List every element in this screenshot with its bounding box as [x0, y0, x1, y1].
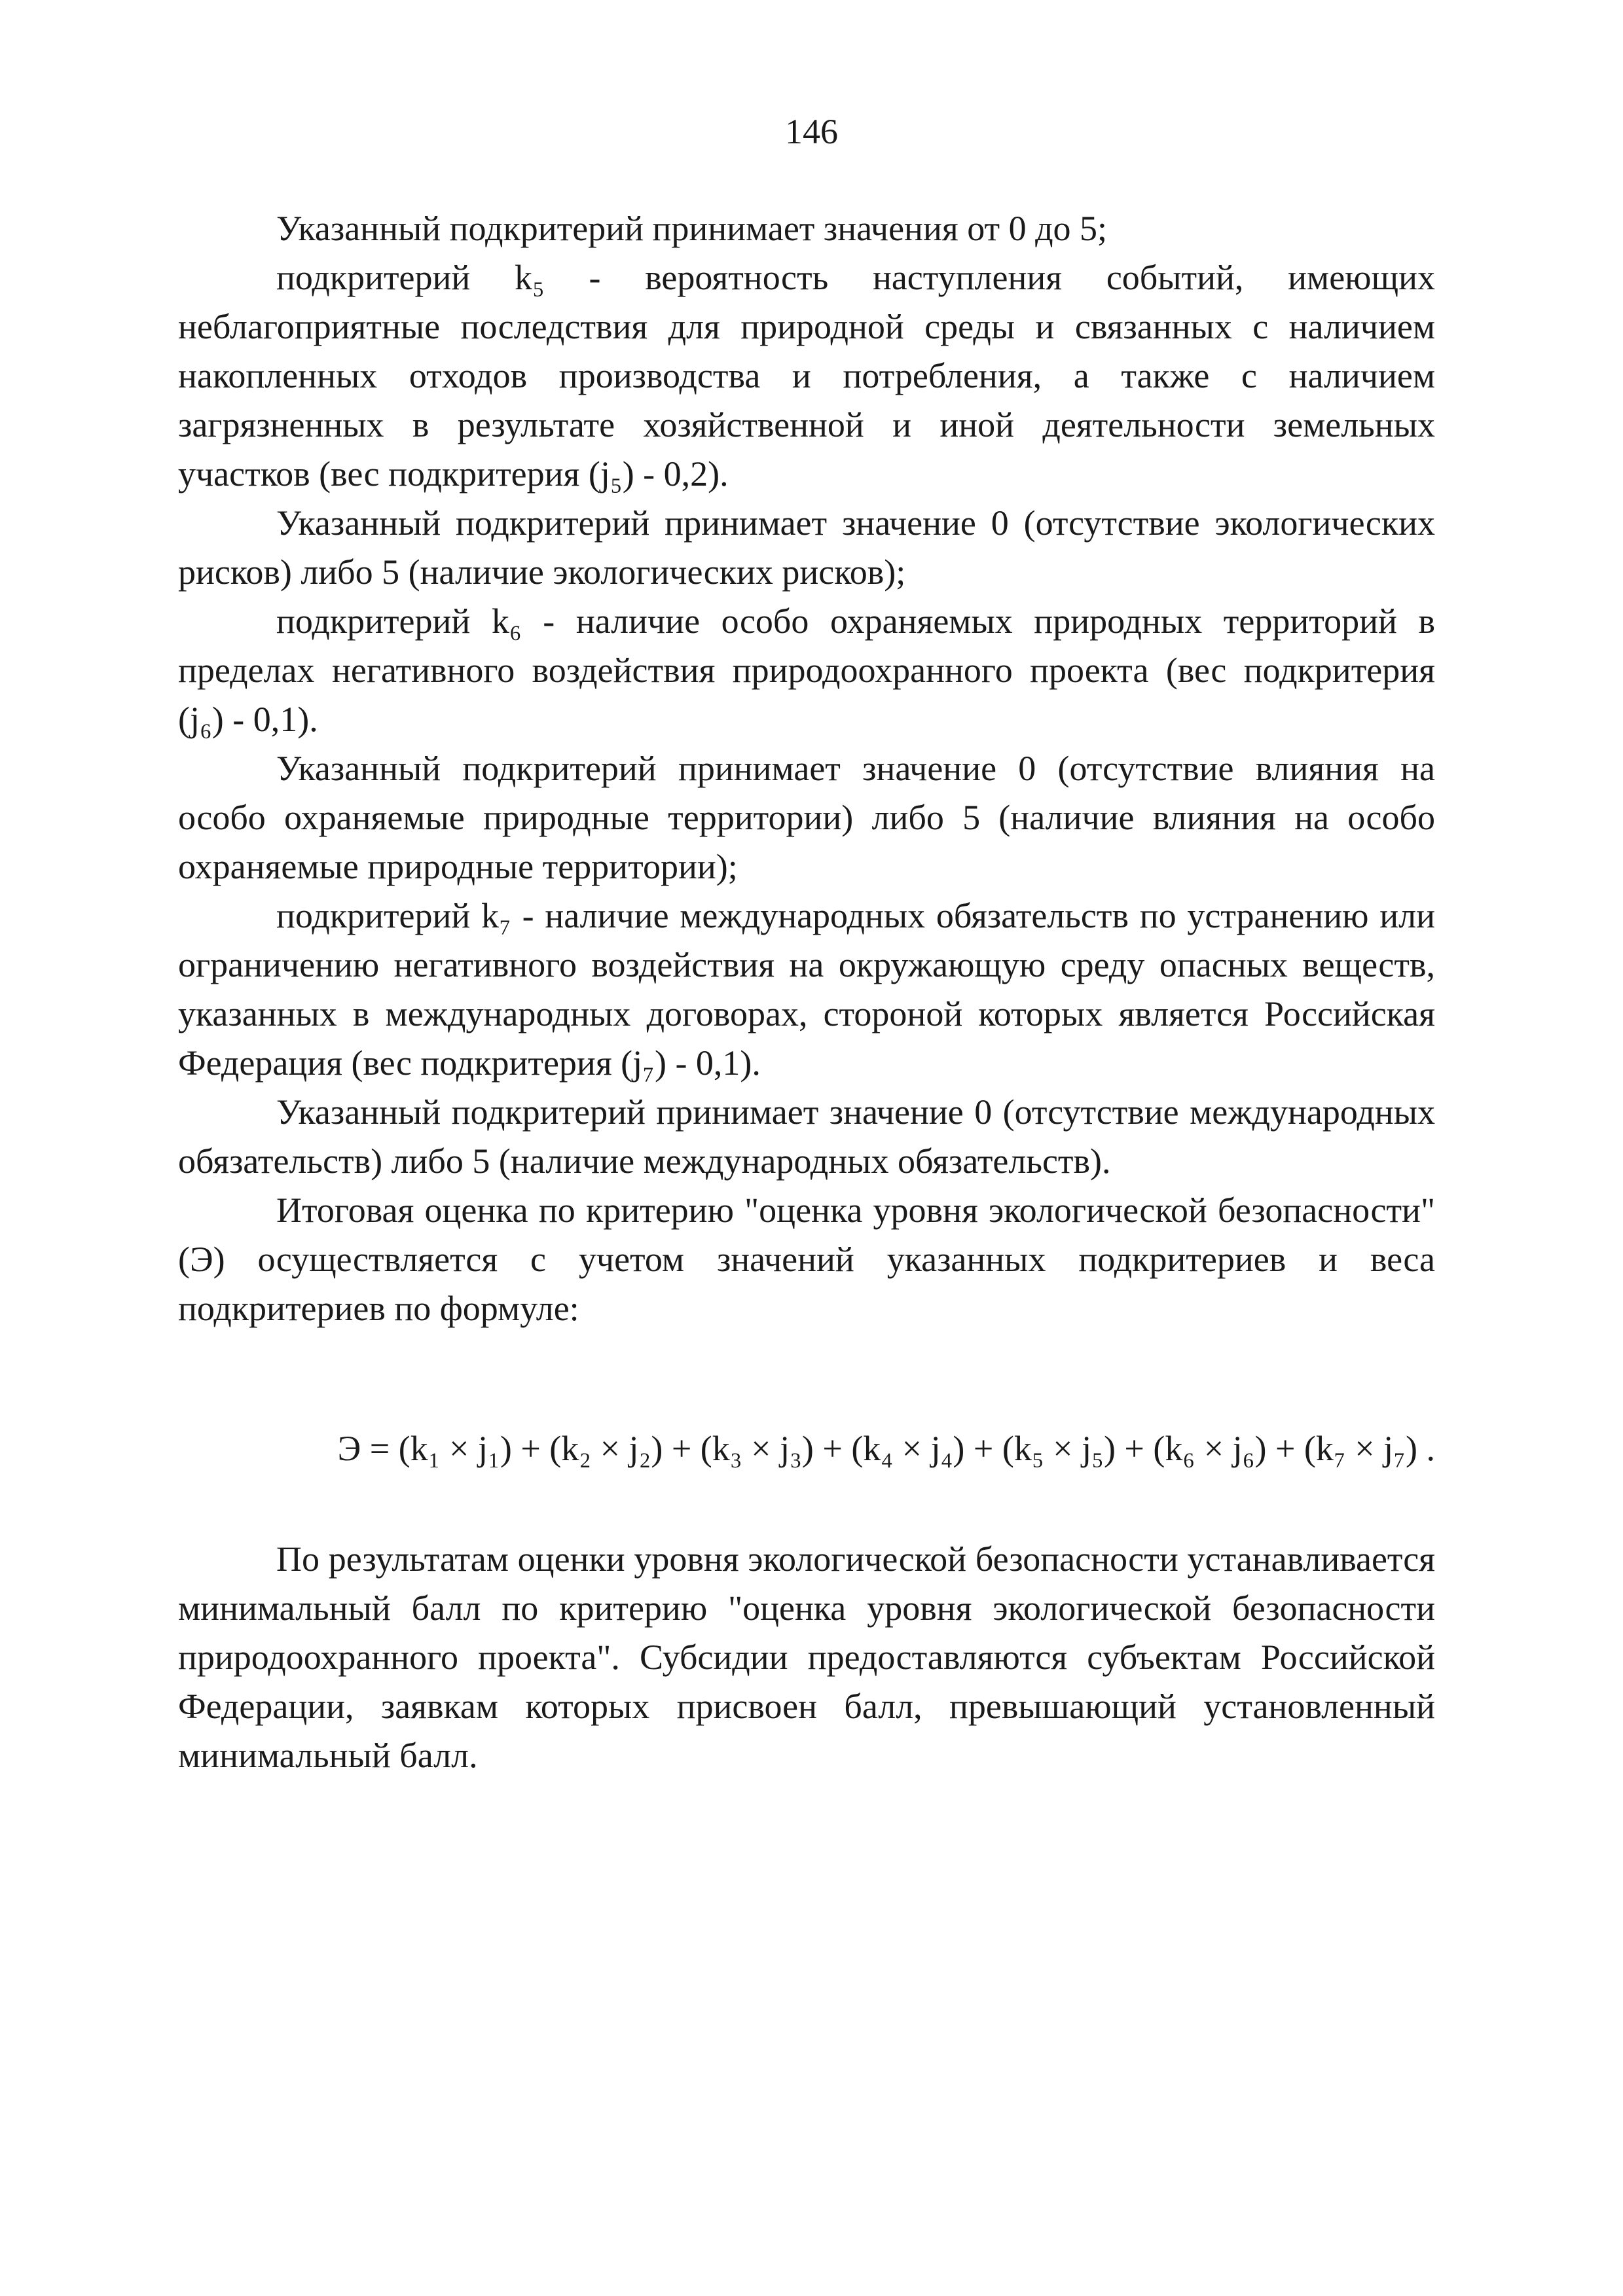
paragraph-k5-definition: подкритерий k₅ - вероятность наступления событий, имеющих неблагоприятные последствия для природной среды и связанных с наличием накопленных отходов производства и потребления, а также с наличием загрязненных в результате хозяйственной и иной деятельности земельных участков (вес подкритерия (j₅) - 0,2).: [178, 258, 1435, 493]
paragraph-k6-definition: подкритерий k₆ - наличие особо охраняемых природных территорий в пределах негативного воздействия природоохранного проекта (вес подкритерия (j₆) - 0,1).: [178, 601, 1435, 739]
document-body: [178, 204, 1435, 1333]
paragraph-k4-range: Указанный подкритерий принимает значения от 0 до 5;: [276, 209, 1108, 248]
page-number: 146: [785, 112, 838, 151]
paragraph-k5-values: Указанный подкритерий принимает значение 0 (отсутствие экологических рисков) либо 5 (наличие экологических рисков);: [178, 503, 1435, 592]
paragraph-k7-values: Указанный подкритерий принимает значение 0 (отсутствие международных обязательств) либо 5 (наличие международных обязательств).: [178, 1092, 1435, 1181]
paragraph-k6-values: Указанный подкритерий принимает значение 0 (отсутствие влияния на особо охраняемые природные территории) либо 5 (наличие влияния на особо охраняемые природные территории);: [178, 749, 1435, 886]
formula-ecological-safety: Э = (k₁ × j₁) + (k₂ × j₂) + (k₃ × j₃) + (k₄ × j₄) + (k₅ × j₅) + (k₆ × j₆) + (k₇ × j₇) .: [337, 1429, 1435, 1468]
final-section: [178, 1535, 1435, 1780]
paragraph-minimum-score: По результатам оценки уровня экологической безопасности устанавливается минимальный балл по критерию "оценка уровня экологической безопасности природоохранного проекта". Субсидии предоставляются субъектам Российской Федерации, заявкам которых присвоен балл, превышающий установленный минимальный балл.: [178, 1539, 1435, 1775]
paragraph-k7-definition: подкритерий k₇ - наличие международных обязательств по устранению или ограничению негативного воздействия на окружающую среду опасных веществ, указанных в международных договорах, стороной которых является Российская Федерация (вес подкритерия (j₇) - 0,1).: [178, 896, 1435, 1083]
paragraph-total-score-intro: Итоговая оценка по критерию "оценка уровня экологической безопасности" (Э) осуществляется с учетом значений указанных подкритериев и веса подкритериев по формуле:: [178, 1191, 1435, 1328]
